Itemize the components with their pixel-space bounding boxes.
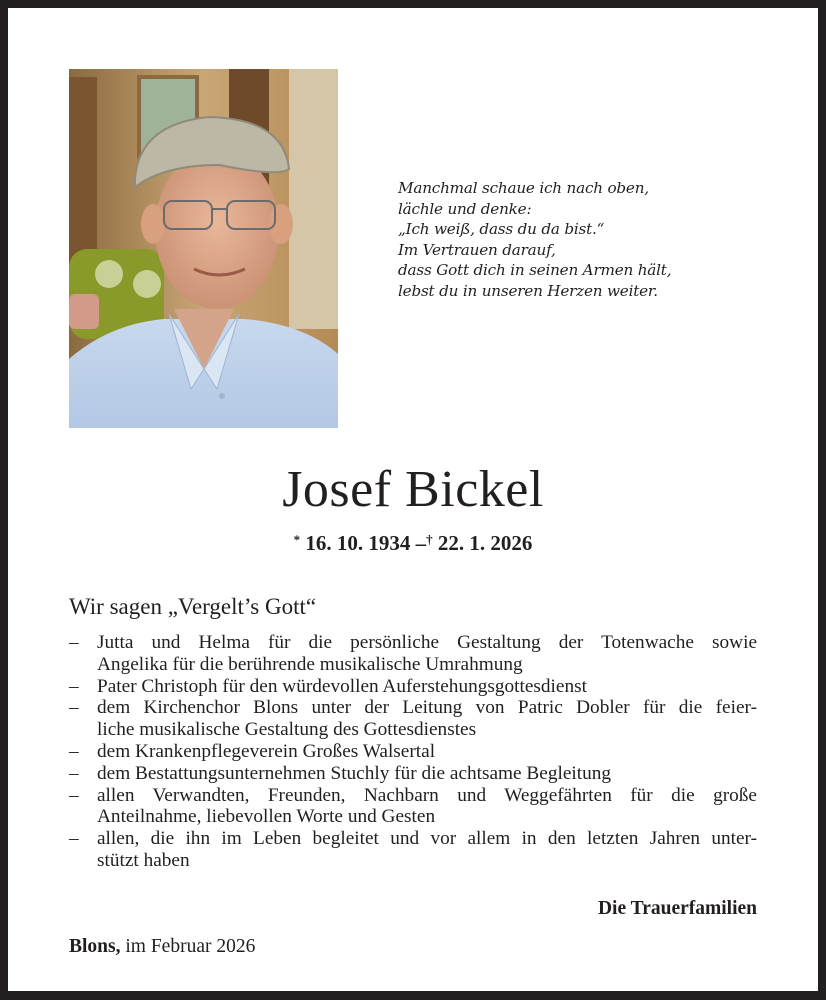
deceased-name: Josef Bickel (282, 461, 544, 518)
bullet-dash: – (69, 675, 79, 697)
birth-symbol: * (293, 532, 301, 547)
poem-line: „Ich weiß, dass du da bist.“ (398, 220, 605, 238)
signature: Die Trauerfamilien (597, 898, 757, 919)
bullet-dash: – (69, 697, 79, 719)
poem-line: dass Gott dich in seinen Armen hält, (398, 261, 672, 279)
date-separator: – (415, 531, 427, 555)
bullet-dash: – (69, 632, 79, 653)
list-item-line: allen, die ihn im Leben begleitet und vor allem in den letzten Jahren unter- (97, 828, 757, 850)
portrait-illustration (69, 69, 338, 428)
thanks-list (69, 632, 757, 872)
list-item-line: Angelika für die berührende musikalische Umrahmung (97, 653, 523, 675)
place-town: Blons, (69, 936, 121, 957)
list-item-line: dem Krankenpflegeverein Großes Walsertal (97, 740, 436, 762)
bullet-dash: – (69, 740, 79, 762)
list-item (69, 785, 757, 829)
place-date: im Februar 2026 (125, 936, 256, 957)
doorway (289, 69, 338, 329)
list-item-line: Anteilnahme, liebevollen Worte und Gesten (97, 806, 436, 828)
list-item (69, 828, 757, 872)
poem-line: lebst du in unseren Herzen weiter. (398, 281, 658, 300)
poem-line: Im Vertrauen darauf, (398, 240, 556, 259)
poem-line: Manchmal schaue ich nach oben, (398, 179, 649, 197)
list-item (69, 763, 757, 785)
list-item-line: liche musikalische Gestaltung des Gottesdienstes (97, 719, 477, 741)
bullet-dash: – (69, 784, 79, 806)
death-symbol: † (426, 532, 433, 547)
list-item (69, 741, 757, 763)
list-item (69, 632, 757, 676)
death-date: 22. 1. 2026 (437, 531, 533, 555)
list-item-line: dem Bestattungsunternehmen Stuchly für die achtsame Begleitung (97, 762, 612, 784)
life-dates (8, 527, 818, 556)
list-item (69, 676, 757, 698)
thanks-heading: Wir sagen „Vergelt’s Gott“ (69, 594, 317, 619)
place-and-date (69, 935, 255, 959)
list-item-line: Pater Christoph für den würdevollen Auferstehungsgottesdienst (97, 675, 587, 697)
list-item-line: stützt haben (97, 849, 190, 871)
list-item-line: allen Verwandten, Freunden, Nachbarn und Weggefährten für die große (97, 784, 757, 806)
list-item (69, 697, 757, 741)
portrait-photo (69, 69, 338, 428)
bullet-dash: – (69, 762, 79, 784)
poem (398, 178, 728, 301)
poem-line: lächle und denke: (398, 199, 532, 218)
obituary-page (8, 8, 818, 991)
bullet-dash: – (69, 828, 79, 850)
list-item-line: dem Kirchenchor Blons unter der Leitung von Patric Dobler für die feier- (97, 697, 757, 719)
list-item-line: Jutta und Helma für die persönliche Gestaltung der Totenwache sowie (97, 632, 757, 653)
birth-date: 16. 10. 1934 (305, 531, 411, 555)
